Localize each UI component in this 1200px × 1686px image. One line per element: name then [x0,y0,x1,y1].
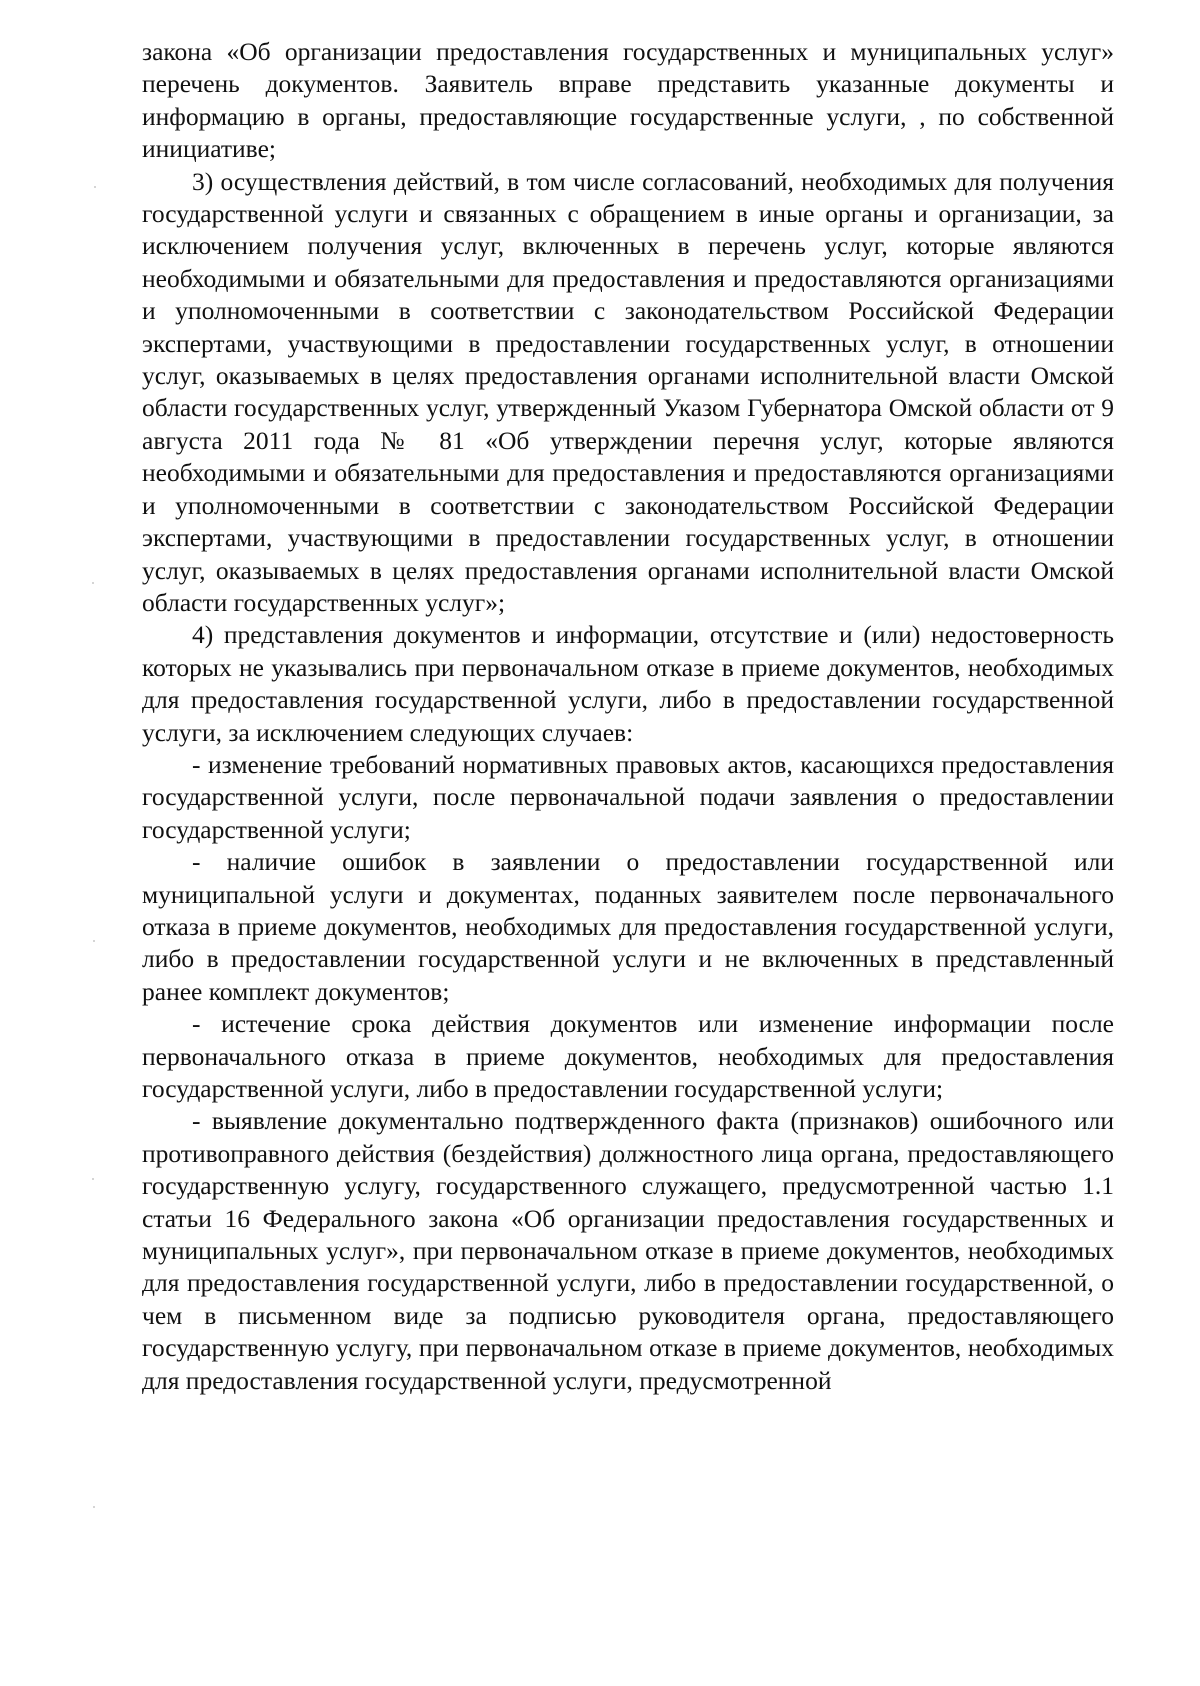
scan-speck [94,186,96,188]
list-item-documents-expiry: - истечение срока действия документов или изменение информации после первоначального отказа в приеме документов, необходимых для предоставления государственной услуги, либо в предоставлении государственной услуги; [142,1009,1114,1103]
document-body [142,36,1114,1397]
scan-speck [93,1506,95,1508]
scan-speck [92,582,94,584]
paragraph-continuation: закона «Об организации предоставления государственных и муниципальных услуг» перечень документов. Заявитель вправе представить указанные документы и информацию в органы, предоставляющие государственные услуги, , по собственной инициативе; [142,37,1114,164]
list-item-errors-in-application: - наличие ошибок в заявлении о предоставлении государственной или муниципальной услуги и документах, поданных заявителем после первоначального отказа в приеме документов, необходимых для предоставления государственной услуги, либо в предоставлении государственной услуги и не включенных в представленный ранее комплект документов; [142,847,1114,1006]
paragraph-item-3: 3) осуществления действий, в том числе согласований, необходимых для получения государственной услуги и связанных с обращением в иные органы и организации, за исключением получения услуг, включенных в перечень услуг, которые являются необходимыми и обязательными для предоставления и предоставляются организациями и уполномоченными в соответствии с законодательством Российской Федерации экспертами, участвующими в предоставлении государственных услуг, в отношении услуг, оказываемых в целях предоставления органами исполнительной власти Омской области государственных услуг, утвержденный Указом Губернатора Омской области от 9 августа 2011 года № 81 «Об утверждении перечня услуг, которые являются необходимыми и обязательными для предоставления и предоставляются организациями и уполномоченными в соответствии с законодательством Российской Федерации экспертами, участвующими в предоставлении государственных услуг, в отношении услуг, оказываемых в целях предоставления органами исполнительной власти Омской области государственных услуг»; [142,166,1114,617]
list-item-official-misconduct: - выявление документально подтвержденного факта (признаков) ошибочного или противоправного действия (бездействия) должностного лица органа, предоставляющего государственную услугу, государственного служащего, предусмотренной частью 1.1 статьи 16 Федерального закона «Об организации предоставления государственных и муниципальных услуг», при первоначальном отказе в приеме документов, необходимых для предоставления государственной услуги, либо в предоставлении государственной, о чем в письменном виде за подписью руководителя органа, предоставляющего государственную услугу, при первоначальном отказе в приеме документов, необходимых для предоставления государственной услуги, предусмотренной [142,1106,1114,1395]
scan-speck [92,1178,94,1180]
scan-speck [93,940,95,942]
paragraph-item-4: 4) представления документов и информации, отсутствие и (или) недостоверность которых не указывались при первоначальном отказе в приеме документов, необходимых для предоставления государственной услуги, либо в предоставлении государственной услуги, за исключением следующих случаев: [142,620,1114,747]
list-item-requirements-change: - изменение требований нормативных правовых актов, касающихся предоставления государственной услуги, после первоначальной подачи заявления о предоставлении государственной услуги; [142,749,1114,844]
